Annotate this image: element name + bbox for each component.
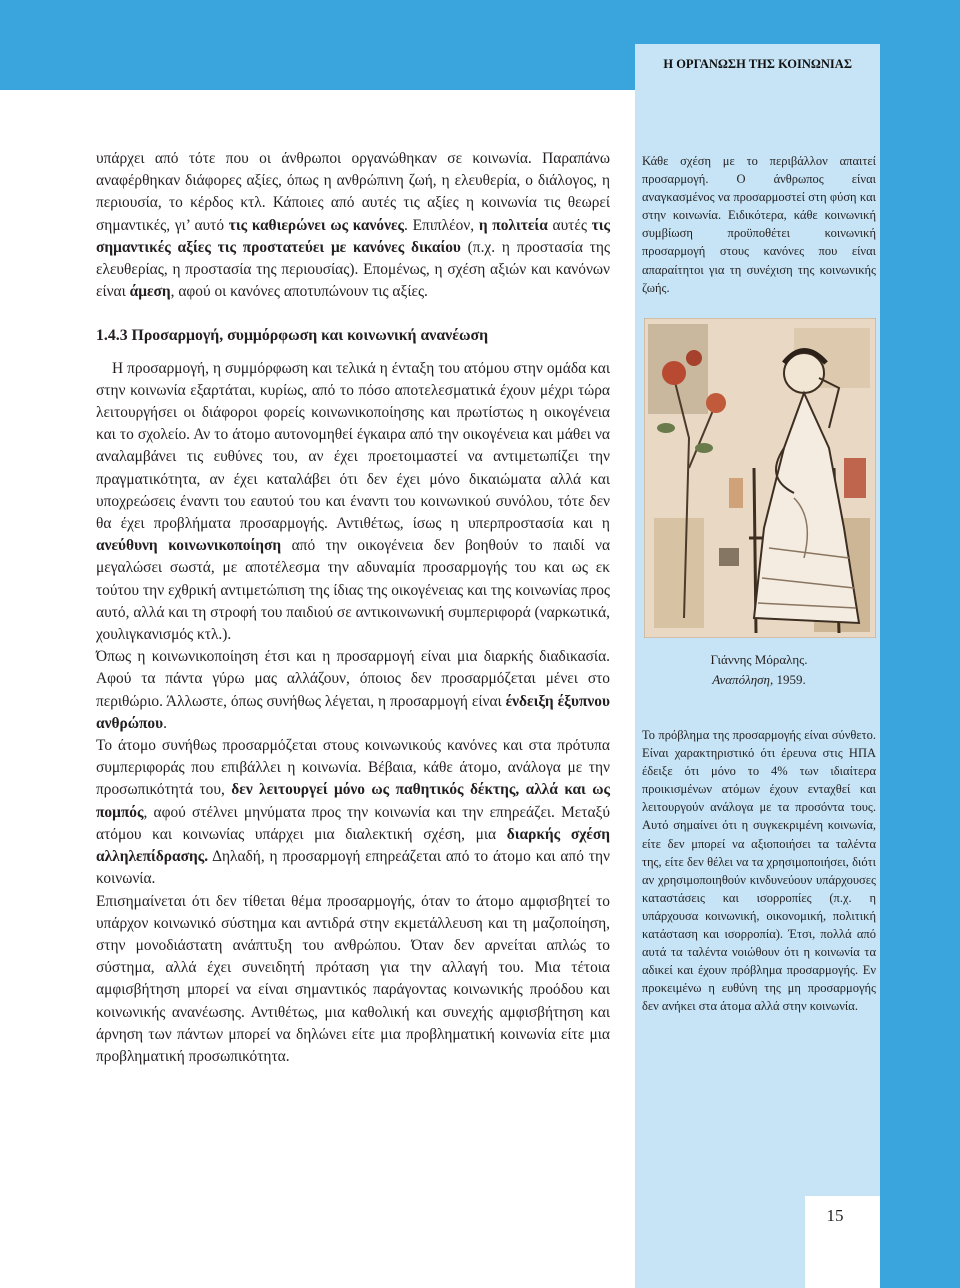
section-paragraph-3: Το άτομο συνήθως προσαρμόζεται στους κοινωνικούς κανόνες και στα πρότυπα συμπεριφοράς που επιβάλλει η κοινωνία. Βέβαια, κάθε άτομο, ανάλογα με την προσωπικότητά του, δεν λειτουργεί μόνο ως παθητικός δέκτης, αλλά και ως πομπός, αφού στέλνει μηνύματα προς την κοινωνία και την επηρεάζει. Μεταξύ ατόμου και κοινωνίας υπάρχει μια διαλεκτική σχέση, μια διαρκής σχέση αλληλεπίδρασης. Δηλαδή, η προσαρμογή επηρεάζεται από το άτομο και από την κοινωνία. <box>96 737 610 888</box>
caption-year: 1959. <box>773 672 806 687</box>
section-paragraph-4: Επισημαίνεται ότι δεν τίθεται θέμα προσαρμογής, όταν το άτομο αμφισβητεί το υπάρχον κοινωνικό σύστημα και αντιδρά στην εκμετάλλευση και τη μαζοποίηση, στην μονοδιάστατη ανάπτυξη του ανθρώπου. Όταν δεν αρνείται απλώς το σύστημα, αλλά έχει συνειδητή πρόταση για την αλλαγή του. Μια τέτοια αμφισβήτηση μπορεί να είναι σημαντικός παράγοντας κοινωνικής προόδου και κοινωνικής ανανέωσης. Αντιθέτως, μια καθολική και συνεχής αμφισβήτηση και άρνηση των πάντων μπορεί να δηλώνει είτε μια προβληματική κοινωνία είτε μια προβληματική προσωπικότητα. <box>96 892 610 1065</box>
right-edge-band <box>880 0 960 1288</box>
sidebar-top-note: Κάθε σχέση με το περιβάλλον απαιτεί προσαρμογή. Ο άνθρωπος είναι αναγκασμένος να προσαρμοστεί στη φύση και στην κοινωνία. Ειδικότερα, κάθε κοινωνική συμβίωση προϋποθέτει κοινωνική προσαρμογή στους κανόνες που είναι απαραίτητοι για τη συνέχιση της κοινωνικής ζωής. <box>642 154 876 295</box>
caption-title: Αναπόληση, <box>712 672 774 687</box>
sidebar-bottom-note: Το πρόβλημα της προσαρμογής είναι σύνθετο. Είναι χαρακτηριστικό ότι έρευνα στις ΗΠΑ έδειξε ότι μόνο το 4% των ιδιαίτερα προικισμένων ατόμων έχουν ενταχθεί και λειτουργούν ανάλογα με τα προσόντα τους. Αυτό σημαίνει ότι η συγκεκριμένη κοινωνία, είτε δεν μπορεί να αξιοποιήσει τα ταλέντα της, είτε δεν θέλει να τα χρησιμοποιήσει, διότι αν χρησιμοποιηθούν κινδυνεύουν υπάρχουσες καταστάσεις και ισορροπίες (π.χ. η υπάρχουσα κοινωνική, οικονομική, πολιτική κατάσταση και ισορροπία). Έτσι, πολλά από αυτά τα ταλέντα νοιώθουν ότι η κοινωνία τα αδικεί και έχουν πρόβλημα προσαρμογής. Εν προκειμένω η ευθύνη της μη προσαρμογής δεν ανήκει στα άτομα αλλά στην κοινωνία. <box>642 728 876 1014</box>
page-number: 15 <box>826 1206 844 1225</box>
painting-caption <box>642 650 876 690</box>
chapter-header: Η ΟΡΓΑΝΩΣΗ ΤΗΣ ΚΟΙΝΩΝΙΑΣ <box>635 44 880 84</box>
painting-image <box>644 318 876 638</box>
intro-paragraph: υπάρχει από τότε που οι άνθρωποι οργανώθηκαν σε κοινωνία. Παραπάνω αναφέρθηκαν διάφορες αξίες, όπως η ανθρώπινη ζωή, η ελευθερία, ο διάλογος, η περιουσία, το κέρδος κτλ. Κάποιες από αυτές τις αξίες η κοινωνία τις θεωρεί σημαντικές, γι’ αυτό τις καθιερώνει ως κανόνες. Επιπλέον, η πολιτεία αυτές τις σημαντικές αξίες τις προστατεύει με κανόνες δικαίου (π.χ. η προστασία της ελευθερίας, η προστασία της περιουσίας). Επομένως, η σχέση αξιών και κανόνων είναι άμεση, αφού οι κανόνες αποτυπώνουν τις αξίες. <box>96 150 611 301</box>
section-heading: 1.4.3 Προσαρμογή, συμμόρφωση και κοινωνική ανανέωση <box>96 327 489 345</box>
section-paragraph-2: Όπως η κοινωνικοποίηση έτσι και η προσαρμογή είναι μια διαρκής διαδικασία. Αφού τα πάντα γύρω μας αλλάζουν, όποιος δεν προσαρμόζεται μένει στο περιθώριο. Άλλωστε, όπως συνήθως λέγεται, η προσαρμογή είναι ένδειξη έξυπνου ανθρώπου. <box>96 648 610 732</box>
section-paragraph-1: Η προσαρμογή, η συμμόρφωση και τελικά η ένταξη του ατόμου στην ομάδα και στην κοινωνία εξαρτάται, κυρίως, από το πόσο αποτελεσματικά έχουν μέχρι τώρα λειτουργήσει οι διάφοροι φορείς κοινωνικοποίησης και πρωτίστως η οικογένεια και το σχολείο. Αν το άτομο αυτονομηθεί έγκαιρα από την οικογένεια και μάθει να αναλαμβάνει τις ευθύνες του, αν έχει προετοιμαστεί να αντιμετωπίζει την πραγματικότητα, αν έχει καταλάβει ότι δεν έχει μόνο δικαιώματα αλλά και υποχρεώσεις έναντι του εαυτού του και έναντι του κοινωνικού συνόλου, τότε δεν θα έχει προβλήματα προσαρμογής. Αντιθέτως, ίσως η υπερπροστασία και η ανεύθυνη κοινωνικοποίηση από την οικογένεια δεν βοηθούν το παιδί να μεγαλώσει σωστά, με αποτέλεσμα την αδυναμία προσαρμογής του και ως εκ τούτου την εχθρική αντιμετώπιση της ίδιας της οικογένειας και της κοινωνίας προς αυτό, αλλά και τη στροφή του παιδιού σε αντικοινωνική συμπεριφορά (ναρκωτικά, χουλιγκανισμός κτλ.). <box>96 359 611 644</box>
caption-artist: Γιάννης Μόραλης. <box>710 652 808 667</box>
main-text-column <box>96 148 610 1068</box>
